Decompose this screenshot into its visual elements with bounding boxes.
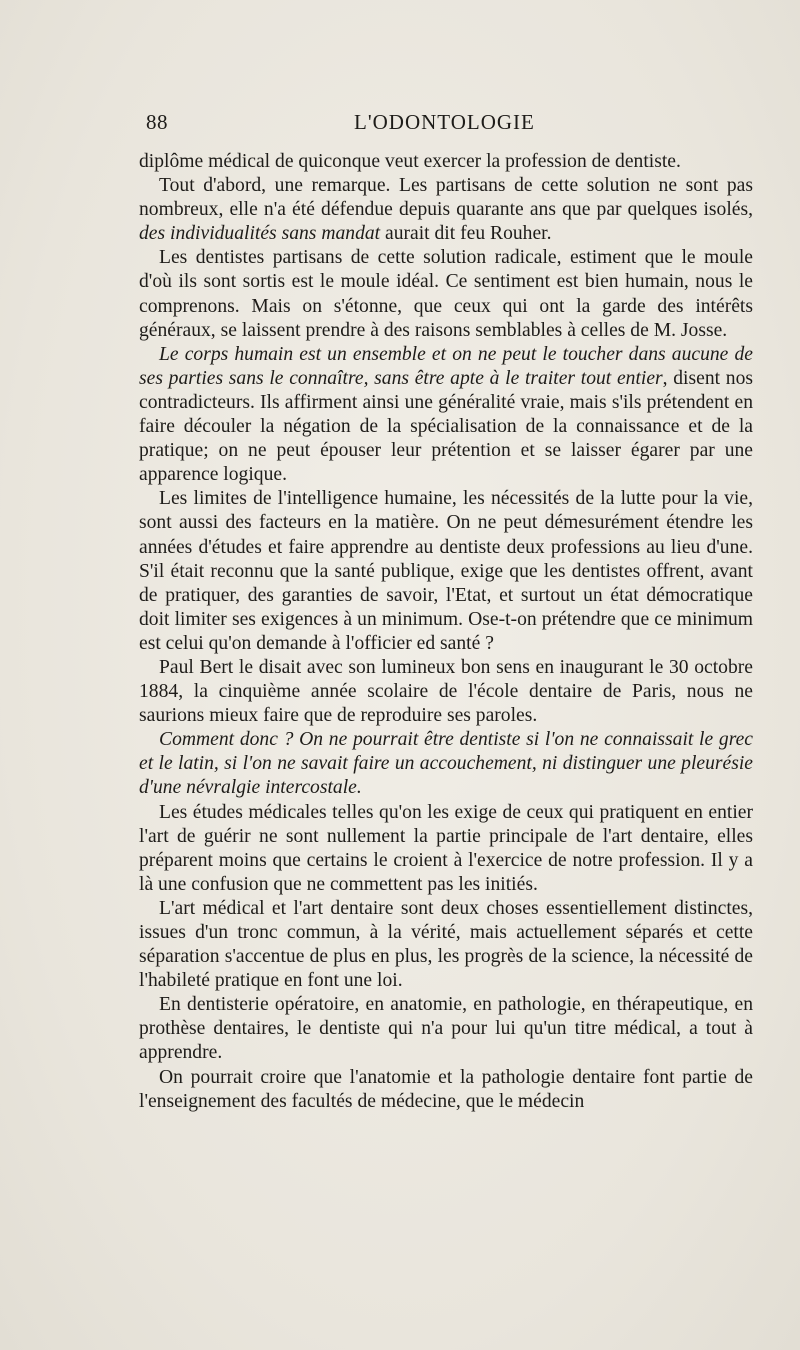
paragraph: [139, 1066, 753, 1114]
paragraph: [139, 897, 753, 993]
page-number: 88: [146, 110, 168, 134]
text-run: Les limites de l'intelligence humaine, les nécessités de la lutte pour la vie, sont aussi des facteurs en la matière. On ne peut démesurément étendre les années d'études et faire apprendre au dentiste deux professions au lieu d'une. S'il était reconnu que la santé publique, exige que les dentistes offrent, avant de pratiquer, des garanties de savoir, l'Etat, et surtout un état démocratique doit limiter ses exigences à un minimum. Ose-t-on prétendre que ce minimum est celui qu'on demande à l'officier ed santé ?: [139, 488, 753, 654]
paragraph: [139, 728, 753, 800]
paragraph: [139, 993, 753, 1065]
text-run: , disent nos contradicteurs. Ils affirment ainsi une généralité vraie, mais s'ils prétendent en faire découler la négation de la spécialisation de la connaissance et de la pratique; on ne peut épouser leur prétention et se laisser égarer par une apparence logique.: [139, 367, 753, 486]
body-text: [139, 150, 753, 1114]
paragraph: [139, 343, 753, 488]
text-run: Paul Bert le disait avec son lumineux bon sens en inaugurant le 30 octobre 1884, la cinquième année scolaire de l'école dentaire de Paris, nous ne saurions mieux faire que de reproduire ses paroles.: [139, 656, 753, 727]
text-run: aurait dit feu Rouher.: [380, 223, 552, 245]
italic-text: Comment donc ? On ne pourrait être dentiste si l'on ne connaissait le grec et le latin, si l'on ne savait faire un accouchement, ni distinguer une pleurésie d'une névralgie intercostale.: [139, 729, 753, 799]
running-title: L'ODONTOLOGIE: [354, 110, 535, 134]
text-run: On pourrait croire que l'anatomie et la pathologie dentaire font partie de l'enseignement des facultés de médecine, que le médecin: [139, 1066, 753, 1112]
text-run: Les dentistes partisans de cette solution radicale, estiment que le moule d'où ils sont sortis est le moule idéal. Ce sentiment est bien humain, nous le comprenons. Mais on s'étonne, que ceux qui ont la garde des intérêts généraux, se laissent prendre à des raisons semblables à celles de M. Josse.: [139, 247, 753, 341]
text-run: En dentisterie opératoire, en anatomie, en pathologie, en thérapeutique, en prothèse dentaires, le dentiste qui n'a pour lui qu'un titre médical, a tout à apprendre.: [139, 994, 753, 1064]
page-header: [146, 110, 756, 140]
paragraph: [139, 150, 753, 174]
paragraph: [139, 174, 753, 246]
paragraph: [139, 801, 753, 897]
text-run: L'art médical et l'art dentaire sont deux choses essentiellement distinctes, issues d'un tronc commun, à la vérité, mais actuellement séparés et cette séparation s'accentue de plus en plus, les progrès de la science, la nécessité de l'habileté pratique en font une loi.: [139, 897, 753, 992]
paragraph: [139, 656, 753, 728]
text-run: diplôme médical de quiconque veut exercer la profession de dentiste.: [139, 151, 681, 172]
text-run: Tout d'abord, une remarque. Les partisans de cette solution ne sont pas nombreux, elle n'a été défendue depuis quarante ans que par quelques isolés,: [139, 175, 753, 221]
text-run: Les études médicales telles qu'on les exige de ceux qui pratiquent en entier l'art de guérir ne sont nullement la partie principale de l'art dentaire, elles préparent moins que certains le croient à l'exercice de notre profession. Il y a là une confusion que ne commettent pas les initiés.: [139, 801, 753, 895]
italic-text: Le corps humain est un ensemble et on ne peut le toucher dans aucune de ses parties sans le connaître, sans être apte à le traiter tout entier: [139, 343, 753, 389]
paragraph: [139, 246, 753, 342]
italic-text: des individualités sans mandat: [139, 223, 381, 245]
paragraph: [139, 487, 753, 656]
